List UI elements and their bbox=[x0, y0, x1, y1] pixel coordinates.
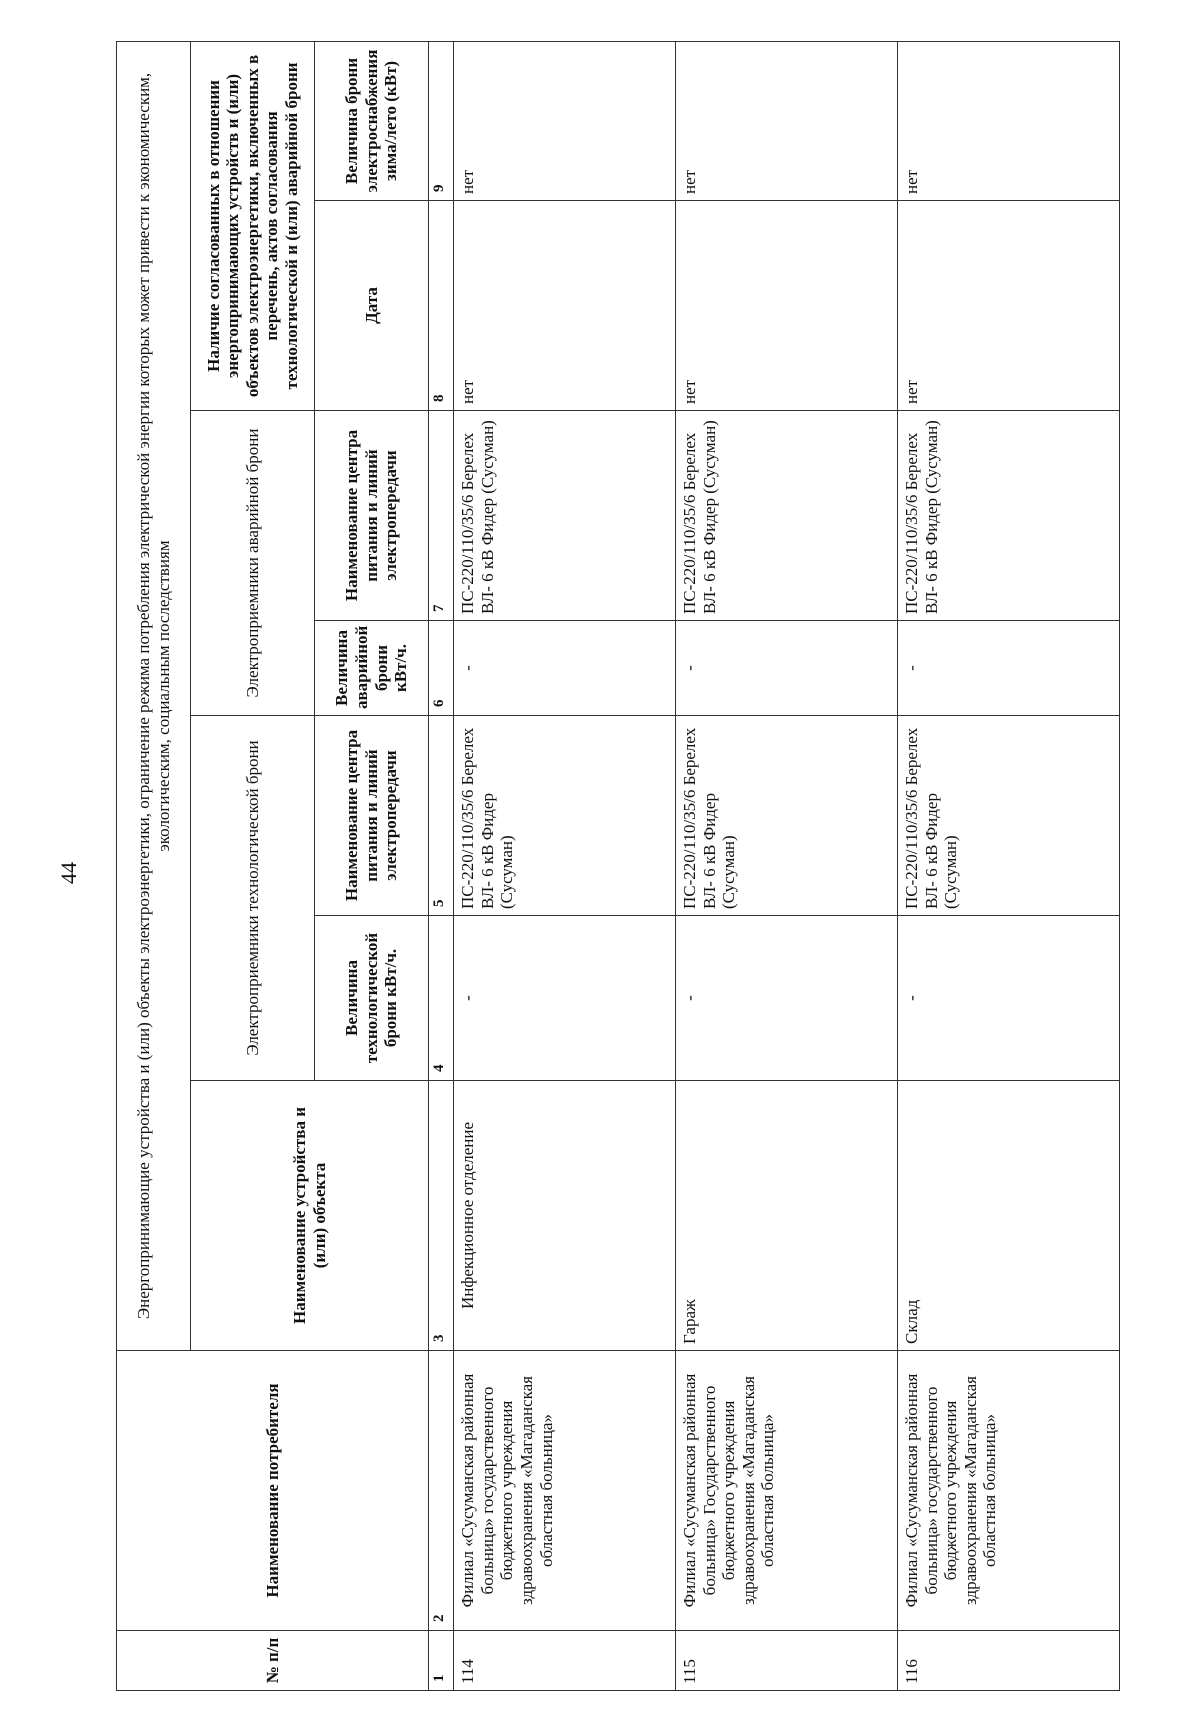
header-device-name: Наименование устройства и (или) объекта bbox=[191, 1081, 429, 1351]
row-date: нет bbox=[676, 201, 898, 411]
column-number: 3 bbox=[429, 1081, 454, 1351]
column-number: 5 bbox=[429, 716, 454, 916]
row-device: Инфекционное отделение bbox=[454, 1081, 676, 1351]
row-tech-center: ПС-220/110/35/6 Берелех ВЛ- 6 кВ Фидер (Сусуман) bbox=[898, 716, 1120, 916]
table-row bbox=[454, 41, 676, 1690]
row-power: нет bbox=[454, 41, 676, 200]
column-number: 4 bbox=[429, 916, 454, 1081]
column-number: 8 bbox=[429, 201, 454, 411]
row-consumer: Филиал «Сусуманская районная больница» государственного бюджетного учреждения здравоохранения «Магаданская областная больница» bbox=[898, 1351, 1120, 1631]
header-acts-group: Наличие согласованных в отношении энергопринимающих устройств и (или) объектов электроэнергетики, включенных в перечень, актов согласования технологической и (или) аварийной брони bbox=[191, 41, 315, 410]
row-date: нет bbox=[898, 201, 1120, 411]
energy-consumers-table bbox=[116, 41, 1120, 1691]
row-tech-value: - bbox=[898, 916, 1120, 1081]
header-power: Величина брони электроснабжения зима/лето (кВт) bbox=[315, 41, 429, 200]
header-emergency-group: Электроприемники аварийной брони bbox=[191, 411, 315, 716]
header-date: Дата bbox=[315, 201, 429, 411]
header-tech-group: Электроприемники технологической брони bbox=[191, 716, 315, 1081]
header-emergency-value: Величина аварийной брони кВт/ч. bbox=[315, 621, 429, 716]
table-row bbox=[676, 41, 898, 1690]
row-emergency-value: - bbox=[676, 621, 898, 716]
row-num: 116 bbox=[898, 1631, 1120, 1691]
column-number: 6 bbox=[429, 621, 454, 716]
header-tech-value: Величина технологической брони кВт/ч. bbox=[315, 916, 429, 1081]
row-emergency-value: - bbox=[454, 621, 676, 716]
column-number: 7 bbox=[429, 411, 454, 621]
row-power: нет bbox=[898, 41, 1120, 200]
row-emergency-center: ПС-220/110/35/6 Берелех ВЛ- 6 кВ Фидер (Сусуман) bbox=[454, 411, 676, 621]
row-consumer: Филиал «Сусуманская районная больница» государственного бюджетного учреждения здравоохранения «Магаданская областная больница» bbox=[454, 1351, 676, 1631]
header-consumer: Наименование потребителя bbox=[117, 1351, 429, 1631]
row-tech-center: ПС-220/110/35/6 Берелех ВЛ- 6 кВ Фидер (Сусуман) bbox=[676, 716, 898, 916]
column-number: 9 bbox=[429, 41, 454, 200]
column-number: 2 bbox=[429, 1351, 454, 1631]
header-emergency-center: Наименование центра питания и линий электропередачи bbox=[315, 411, 429, 621]
header-num: № п/п bbox=[117, 1631, 429, 1691]
row-device: Склад bbox=[898, 1081, 1120, 1351]
row-date: нет bbox=[454, 201, 676, 411]
column-number: 1 bbox=[429, 1631, 454, 1691]
row-power: нет bbox=[676, 41, 898, 200]
row-tech-value: - bbox=[676, 916, 898, 1081]
row-emergency-center: ПС-220/110/35/6 Берелех ВЛ- 6 кВ Фидер (Сусуман) bbox=[676, 411, 898, 621]
row-tech-center: ПС-220/110/35/6 Берелех ВЛ- 6 кВ Фидер (Сусуман) bbox=[454, 716, 676, 916]
row-device: Гараж bbox=[676, 1081, 898, 1351]
row-emergency-value: - bbox=[898, 621, 1120, 716]
page-number: 44 bbox=[56, 862, 81, 884]
row-tech-value: - bbox=[454, 916, 676, 1081]
rotated-table-container bbox=[116, 42, 1120, 1691]
row-num: 115 bbox=[676, 1631, 898, 1691]
header-main-title: Энергопринимающие устройства и (или) объекты электроэнергетики, ограничение режима потребления электрической энергии которых может привести к экономическим, экологическим, социальным последствиям bbox=[117, 41, 191, 1350]
table-row bbox=[898, 41, 1120, 1690]
header-tech-center: Наименование центра питания и линий электропередачи bbox=[315, 716, 429, 916]
row-num: 114 bbox=[454, 1631, 676, 1691]
row-consumer: Филиал «Сусуманская районная больница» Государственного бюджетного учреждения здравоохранения «Магаданская областная больница» bbox=[676, 1351, 898, 1631]
row-emergency-center: ПС-220/110/35/6 Берелех ВЛ- 6 кВ Фидер (Сусуман) bbox=[898, 411, 1120, 621]
